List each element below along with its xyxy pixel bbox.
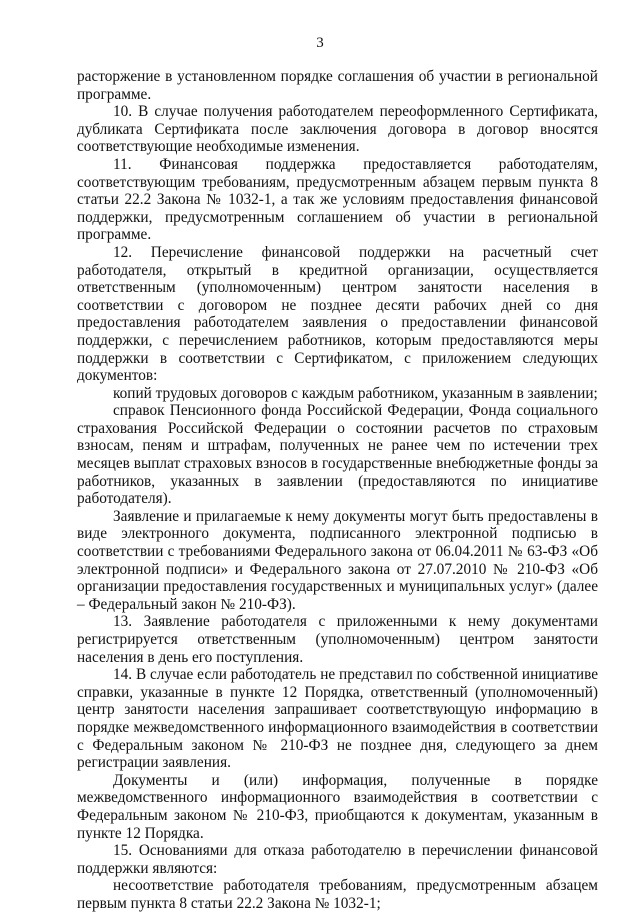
paragraph: несоответствие работодателя требованиям, предусмотренным абзацем первым пункта 8 статьи 22.2 Закона № 1032-1; (77, 877, 598, 912)
document-body (77, 68, 598, 913)
paragraph: справок Пенсионного фонда Российской Федерации, Фонда социального страхования Российской Федерации о состоянии расчетов по страховым взносам, пеням и штрафам, полученных не ранее чем по истечении трех месяцев выплат страховых взносов в государственные внебюджетные фонды за работников, указанных в заявлении (предоставляются по инициативе работодателя). (77, 402, 598, 508)
paragraph: 11. Финансовая поддержка предоставляется работодателям, соответствующим требованиям, предусмотренным абзацем первым пункта 8 статьи 22.2 Закона № 1032-1, а так же условиям предоставления финансовой поддержки, предусмотренным соглашением об участии в региональной программе. (77, 155, 598, 244)
paragraph: 13. Заявление работодателя с приложенными к нему документами регистрируется ответственным (уполномоченным) центром занятости населения в день его поступления. (77, 613, 598, 666)
paragraph: 15. Основаниями для отказа работодателю в перечислении финансовой поддержки являются: (77, 842, 598, 877)
paragraph: 10. В случае получения работодателем переоформленного Сертификата, дубликата Сертификата после заключения договора в договор вносятся соответствующие необходимые изменения. (77, 103, 598, 156)
paragraph: 14. В случае если работодатель не представил по собственной инициативе справки, указанные в пункте 12 Порядка, ответственный (уполномоченный) центр занятости населения запрашивает соответствующую информацию в порядке межведомственного информационного взаимодействия в соответствии с Федеральным законом № 210-ФЗ не позднее дня, следующего за днем регистрации заявления. (77, 666, 598, 772)
paragraph: копий трудовых договоров с каждым работником, указанным в заявлении; (113, 384, 598, 402)
paragraph: Документы и (или) информация, полученные в порядке межведомственного информационного взаимодействия в соответствии с Федеральным законом № 210-ФЗ, приобщаются к документам, указанным в пункте 12 Порядка. (77, 771, 598, 842)
paragraph: расторжение в установленном порядке соглашения об участии в региональной программе. (77, 68, 598, 103)
paragraph: Заявление и прилагаемые к нему документы могут быть предоставлены в виде электронного документа, подписанного электронной подписью в соответствии с требованиями Федерального закона от 06.04.2011 № 63-ФЗ «Об электронной подписи» и Федерального закона от 27.07.2010 № 210-ФЗ «Об организации предоставления государственных и муниципальных услуг» (далее – Федеральный закон № 210-ФЗ). (77, 507, 598, 613)
page-number: 3 (316, 35, 324, 51)
paragraph: 12. Перечисление финансовой поддержки на расчетный счет работодателя, открытый в кредитной организации, осуществляется ответственным (уполномоченным) центром занятости населения в соответствии с договором не позднее десяти рабочих дней со дня предоставления работодателем заявления о предоставлении финансовой поддержки, с перечислением работников, которым предоставляются меры поддержки в соответствии с Сертификатом, с приложением следующих документов: (77, 243, 598, 385)
